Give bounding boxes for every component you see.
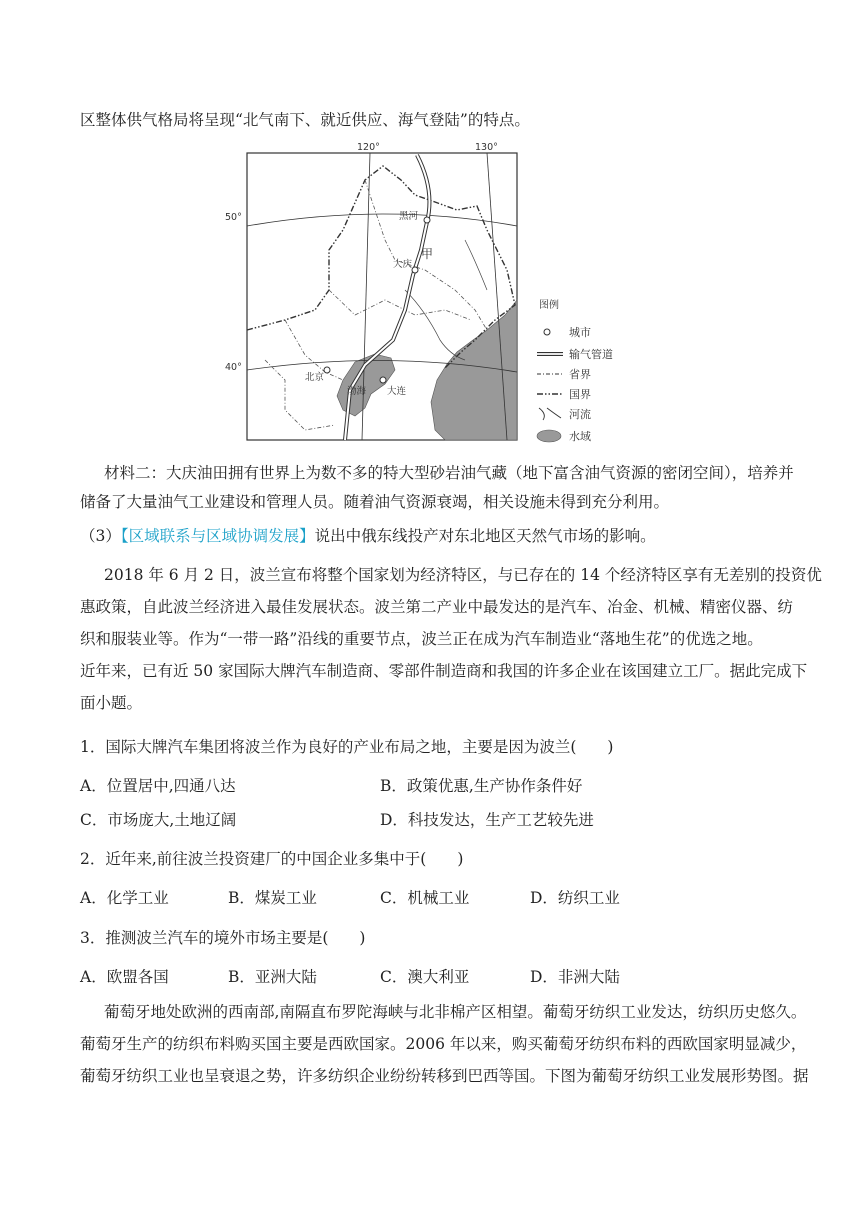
q3-option-b[interactable]: B．亚洲大陆 bbox=[228, 968, 317, 986]
city-beijing bbox=[324, 367, 330, 373]
lat-label-40: 40° bbox=[225, 362, 242, 373]
q3-number: （3） bbox=[80, 527, 121, 545]
q1-option-c[interactable]: C．市场庞大,土地辽阔 bbox=[80, 811, 237, 829]
q3-option-a[interactable]: A．欧盟各国 bbox=[80, 968, 169, 986]
poland-line5: 面小题。 bbox=[80, 694, 143, 712]
q3-option-c[interactable]: C．澳大利亚 bbox=[380, 968, 470, 986]
legend-national: 国界 bbox=[569, 388, 591, 401]
material2-line2: 储备了大量油气工业建设和管理人员。随着油气资源衰竭，相关设施未得到充分利用。 bbox=[80, 493, 670, 511]
lon-label-120: 120° bbox=[357, 142, 380, 153]
q1-option-b[interactable]: B．政策优惠,生产协作条件好 bbox=[380, 777, 583, 795]
legend-pipeline: 输气管道 bbox=[569, 348, 613, 361]
q2-stem: 2．近年来,前往波兰投资建厂的中国企业多集中于( ) bbox=[80, 850, 464, 868]
label-beijing: 北京 bbox=[305, 372, 325, 383]
legend-city-symbol bbox=[544, 329, 550, 335]
city-dalian bbox=[380, 377, 386, 383]
lon-label-130: 130° bbox=[475, 142, 498, 153]
map-figure bbox=[225, 140, 625, 445]
poland-line1: 2018 年 6 月 2 日，波兰宣布将整个国家划为经济特区，与已存在的 14 个经济特区享有无差别的投资优 bbox=[104, 566, 822, 584]
legend-city: 城市 bbox=[569, 326, 591, 339]
poland-line2: 惠政策，自此波兰经济进入最佳发展状态。波兰第二产业中最发达的是汽车、冶金、机械、精密仪器、纺 bbox=[80, 598, 794, 616]
q3-tag: 【区域联系与区域协调发展】 bbox=[120, 527, 315, 545]
material2-line1: 材料二：大庆油田拥有世界上为数不多的特大型砂岩油气藏（地下富含油气资源的密闭空间），培养并 bbox=[104, 464, 794, 482]
city-daqing bbox=[412, 267, 418, 273]
city-heihe bbox=[424, 217, 430, 223]
label-bohai: 渤海 bbox=[347, 386, 367, 397]
q3-option-d[interactable]: D．非洲大陆 bbox=[530, 968, 620, 986]
portugal-line1: 葡萄牙地处欧洲的西南部,南隔直布罗陀海峡与北非棉产区相望。葡萄牙纺织工业发达，纺织历史悠久。 bbox=[104, 1003, 807, 1021]
q2-option-b[interactable]: B．煤炭工业 bbox=[228, 889, 317, 907]
portugal-line2: 葡萄牙生产的纺织布料购买国主要是西欧国家。2006 年以来，购买葡萄牙纺织布料的西欧国家明显减少， bbox=[80, 1035, 807, 1053]
q1-option-a[interactable]: A．位置居中,四通八达 bbox=[80, 777, 236, 795]
question-3 bbox=[80, 526, 656, 546]
q3-text: 说出中俄东线投产对东北地区天然气市场的影响。 bbox=[314, 527, 656, 545]
legend-water: 水域 bbox=[569, 430, 591, 443]
legend-river: 河流 bbox=[569, 408, 591, 421]
poland-line3: 织和服装业等。作为“一带一路”沿线的重要节点，波兰正在成为汽车制造业“落地生花”的优选之地。 bbox=[80, 630, 763, 648]
q1-stem: 1．国际大牌汽车集团将波兰作为良好的产业布局之地，主要是因为波兰( ) bbox=[80, 738, 614, 756]
portugal-line3: 葡萄牙纺织工业也呈衰退之势，许多纺织企业纷纷转移到巴西等国。下图为葡萄牙纺织工业发展形势图。据 bbox=[80, 1067, 809, 1085]
q2-option-d[interactable]: D．纺织工业 bbox=[530, 889, 620, 907]
label-region: 甲 bbox=[421, 247, 434, 261]
intro-line: 区整体供气格局将呈现“北气南下、就近供应、海气登陆”的特点。 bbox=[80, 111, 530, 129]
lat-label-50: 50° bbox=[225, 212, 242, 223]
label-daqing: 大庆 bbox=[393, 259, 413, 270]
q3-stem: 3．推测波兰汽车的境外市场主要是( ) bbox=[80, 929, 366, 947]
q2-option-c[interactable]: C．机械工业 bbox=[380, 889, 470, 907]
label-dalian: 大连 bbox=[387, 386, 407, 397]
q1-option-d[interactable]: D．科技发达，生产工艺较先进 bbox=[380, 811, 594, 829]
poland-line4: 近年来，已有近 50 家国际大牌汽车制造商、零部件制造商和我国的许多企业在该国建立工厂。据此完成下 bbox=[80, 662, 808, 680]
q2-option-a[interactable]: A．化学工业 bbox=[80, 889, 169, 907]
legend-province: 省界 bbox=[569, 368, 591, 381]
legend-title: 图例 bbox=[539, 300, 559, 311]
label-heihe: 黑河 bbox=[399, 211, 419, 222]
